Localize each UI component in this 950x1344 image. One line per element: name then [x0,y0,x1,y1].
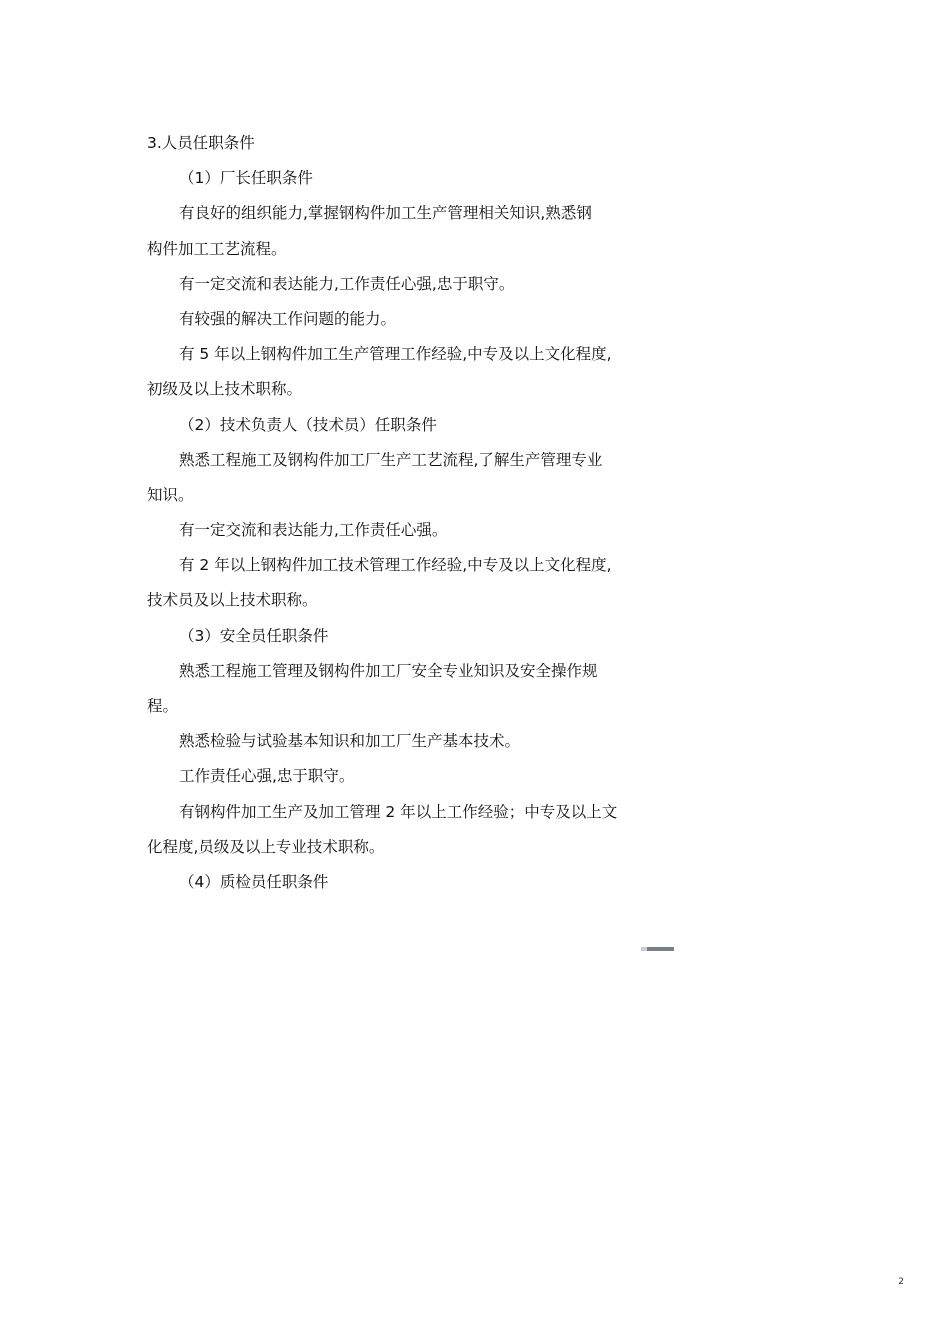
paragraph-line: 程。 [147,697,179,715]
paragraph-line: 技术员及以上技术职称。 [147,591,318,610]
paragraph-line: 有良好的组织能力,掌握钢构件加工生产管理相关知识,熟悉钢 [179,204,592,223]
page-number: 2 [898,1277,904,1287]
paragraph-line: 有钢构件加工生产及加工管理 2 年以上工作经验；中专及以上文 [179,802,618,821]
section-heading: 3.人员任职条件 [147,134,255,152]
paragraph-line: 工作责任心强,忠于职守。 [179,767,355,786]
subsection-heading: （1）厂长任职条件 [179,169,313,188]
paragraph-line: 有一定交流和表达能力,工作责任心强,忠于职守。 [179,274,515,293]
paragraph-line: 熟悉工程施工管理及钢构件加工厂安全专业知识及安全操作规 [179,661,598,680]
paragraph-line: 初级及以上技术职称。 [147,380,303,399]
paragraph-line: 知识。 [147,485,194,504]
paragraph-line: 有 2 年以上钢构件加工技术管理工作经验,中专及以上文化程度, [179,556,612,575]
paragraph-line: 有较强的解决工作问题的能力。 [179,309,397,328]
document-body [147,126,627,900]
paragraph-line: 化程度,员级及以上专业技术职称。 [147,837,385,856]
paragraph-line: 有 5 年以上钢构件加工生产管理工作经验,中专及以上文化程度, [179,345,612,364]
subsection-heading: （2）技术负责人（技术员）任职条件 [179,415,437,434]
paragraph-line: 熟悉检验与试验基本知识和加工厂生产基本技术。 [179,732,521,751]
paragraph-line: 有一定交流和表达能力,工作责任心强。 [179,521,448,540]
subsection-heading: （4）质检员任职条件 [179,872,329,891]
paragraph-line: 构件加工工艺流程。 [147,239,287,258]
paragraph-line: 熟悉工程施工及钢构件加工厂生产工艺流程,了解生产管理专业 [179,450,603,469]
subsection-heading: （3）安全员任职条件 [179,626,329,645]
decorative-bar-tip [641,947,647,951]
decorative-bar [641,947,674,951]
